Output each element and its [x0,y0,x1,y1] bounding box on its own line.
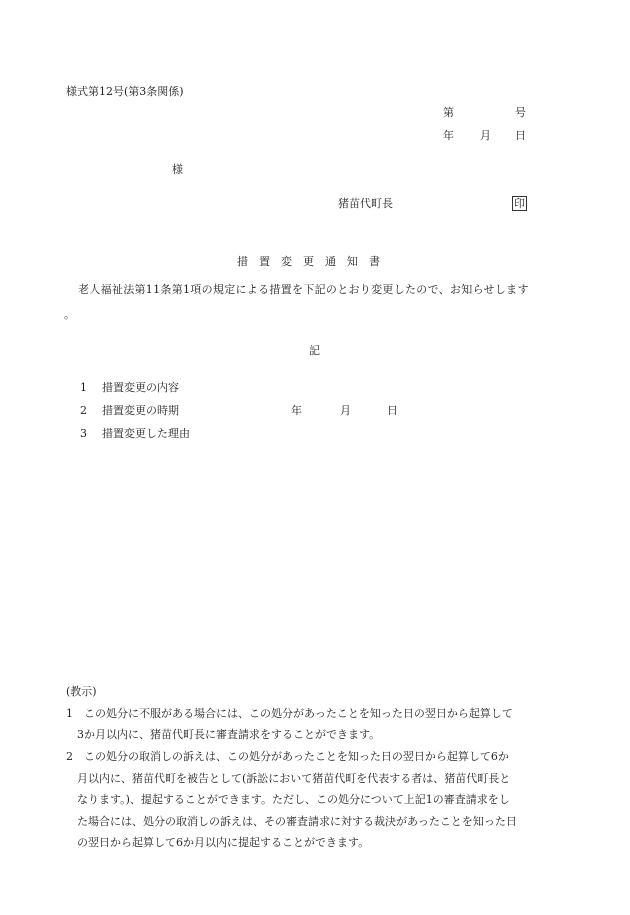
item-label: 措置変更した理由 [102,427,190,440]
item-number: 1 [80,381,87,394]
number-prefix: 第 [443,106,454,119]
date-year: 年 [443,129,454,142]
item-label: 措置変更の内容 [102,381,179,394]
notice-heading: (教示) [66,685,97,698]
item-date-day: 日 [387,404,398,417]
notice-line: 1 この処分に不服がある場合には、この処分があったことを知った日の翌日から起算して [66,707,513,720]
item-number: 3 [80,427,87,440]
item-date-month: 月 [340,404,351,417]
date-month: 月 [480,129,491,142]
item-label: 措置変更の時期 [102,404,179,417]
seal-mark: 印 [514,197,525,210]
date-day: 日 [515,129,526,142]
notice-line: の翌日から起算して6か月以内に提起することができます。 [66,836,370,849]
notice-line: 月以内に、猪苗代町を被告として(訴訟において猪苗代町を代表する者は、猪苗代町長と [66,772,511,785]
notice-line: 2 この処分の取消しの訴えは、この処分があったことを知った日の翌日から起算して6か [66,750,509,763]
notice-line: 3か月以内に、猪苗代町長に審査請求をすることができます。 [66,728,381,741]
ki-heading: 記 [309,344,320,357]
item-number: 2 [80,404,87,417]
notice-line: た場合には、処分の取消しの訴えは、その審査請求に対する裁決があったことを知った日 [66,815,517,828]
form-label: 様式第12号(第3条関係) [66,85,184,98]
addressee-suffix: 様 [172,163,183,176]
document-title: 措置変更通知書 [237,255,391,268]
body-text: 老人福祉法第11条第1項の規定による措置を下記のとおり変更したので、お知らせします [78,283,529,296]
issuer: 猪苗代町長 [338,197,393,210]
body-text-end: 。 [64,308,75,321]
item-date-year: 年 [291,404,302,417]
notice-line: なります。)、提起することができます。ただし、この処分について上記1の審査請求をし [66,793,510,806]
number-suffix: 号 [515,106,526,119]
